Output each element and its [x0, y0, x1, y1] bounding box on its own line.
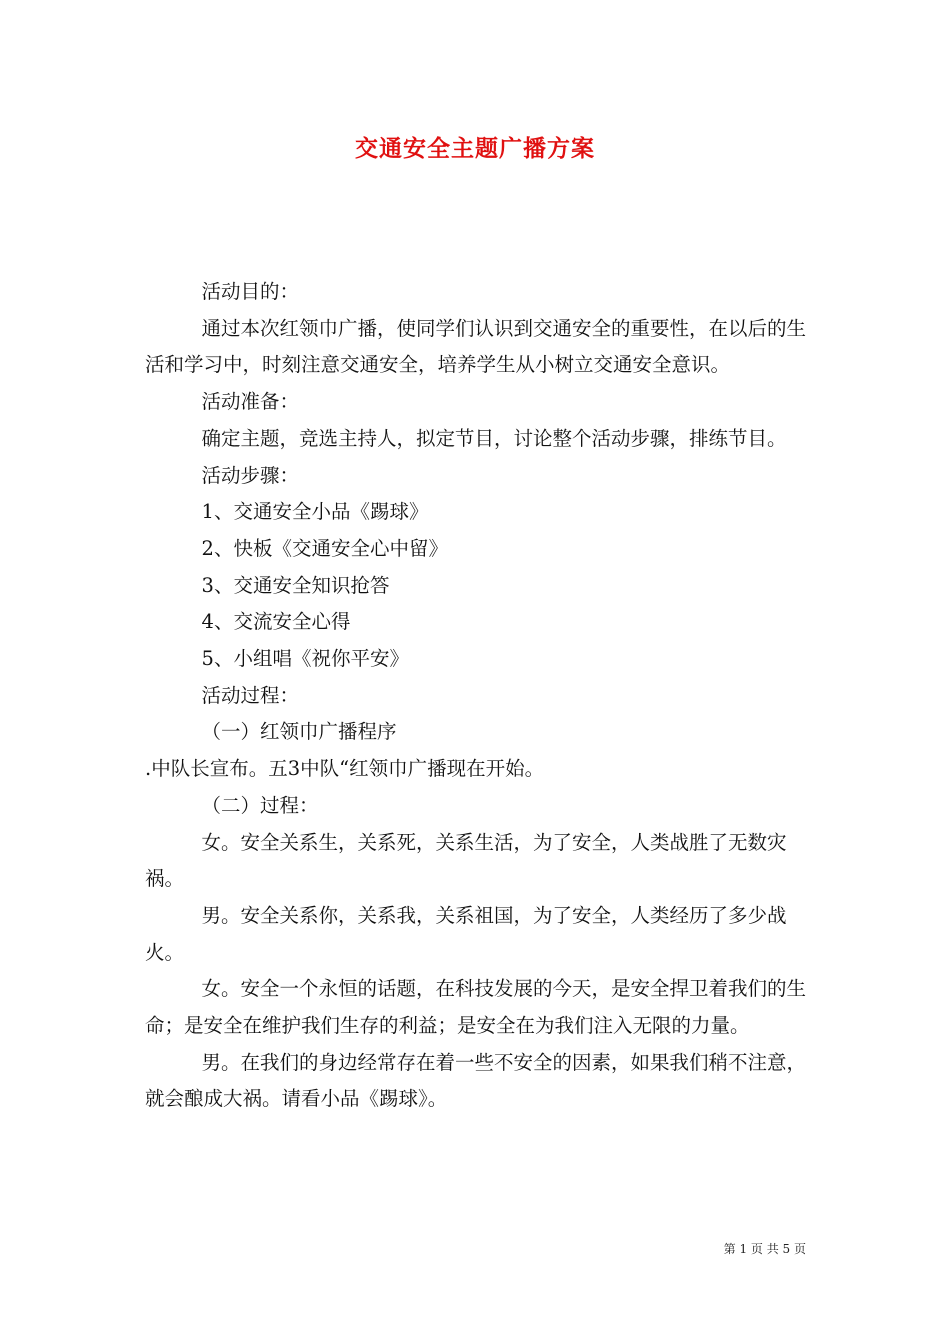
paragraph: 男。安全关系你，关系我，关系祖国，为了安全，人类经历了多少战火。 [145, 903, 787, 964]
list-item: 4、交流安全心得 [201, 610, 351, 634]
list-item: 5、小组唱《祝你平安》 [201, 647, 409, 671]
paragraph: 女。安全关系生，关系死，关系生活，为了安全，人类战胜了无数灾祸。 [145, 830, 787, 891]
list-item: 3、交通安全知识抢答 [201, 573, 390, 597]
document-body [145, 274, 810, 1118]
paragraph: 活动步骤： [201, 463, 300, 487]
list-item: 2、快板《交通安全心中留》 [201, 536, 448, 560]
document-title: 交通安全主题广播方案 [355, 135, 595, 162]
list-item: 1、交通安全小品《踢球》 [201, 500, 429, 524]
paragraph: 活动目的： [201, 280, 300, 303]
paragraph: （二）过程： [201, 793, 319, 817]
paragraph: 通过本次红领巾广播，使同学们认识到交通安全的重要性，在以后的生活和学习中，时刻注意交通安全，培养学生从小树立交通安全意识。 [145, 316, 807, 377]
paragraph: 女。安全一个永恒的话题，在科技发展的今天，是安全捍卫着我们的生命；是安全在维护我们生存的利益；是安全在为我们注入无限的力量。 [145, 977, 807, 1038]
paragraph: .中队长宣布。五3中队“红领巾广播现在开始。 [145, 757, 545, 781]
paragraph: （一）红领巾广播程序 [201, 720, 397, 744]
paragraph: 确定主题，竞选主持人，拟定节目，讨论整个活动步骤，排练节目。 [201, 426, 787, 450]
page-number-footer: 第 1 页 共 5 页 [723, 1242, 806, 1256]
paragraph: 活动过程： [201, 683, 300, 707]
paragraph: 男。在我们的身边经常存在着一些不安全的因素，如果我们稍不注意，就会酿成大祸。请看小品《踢球》。 [145, 1050, 807, 1111]
paragraph: 活动准备： [201, 390, 300, 414]
